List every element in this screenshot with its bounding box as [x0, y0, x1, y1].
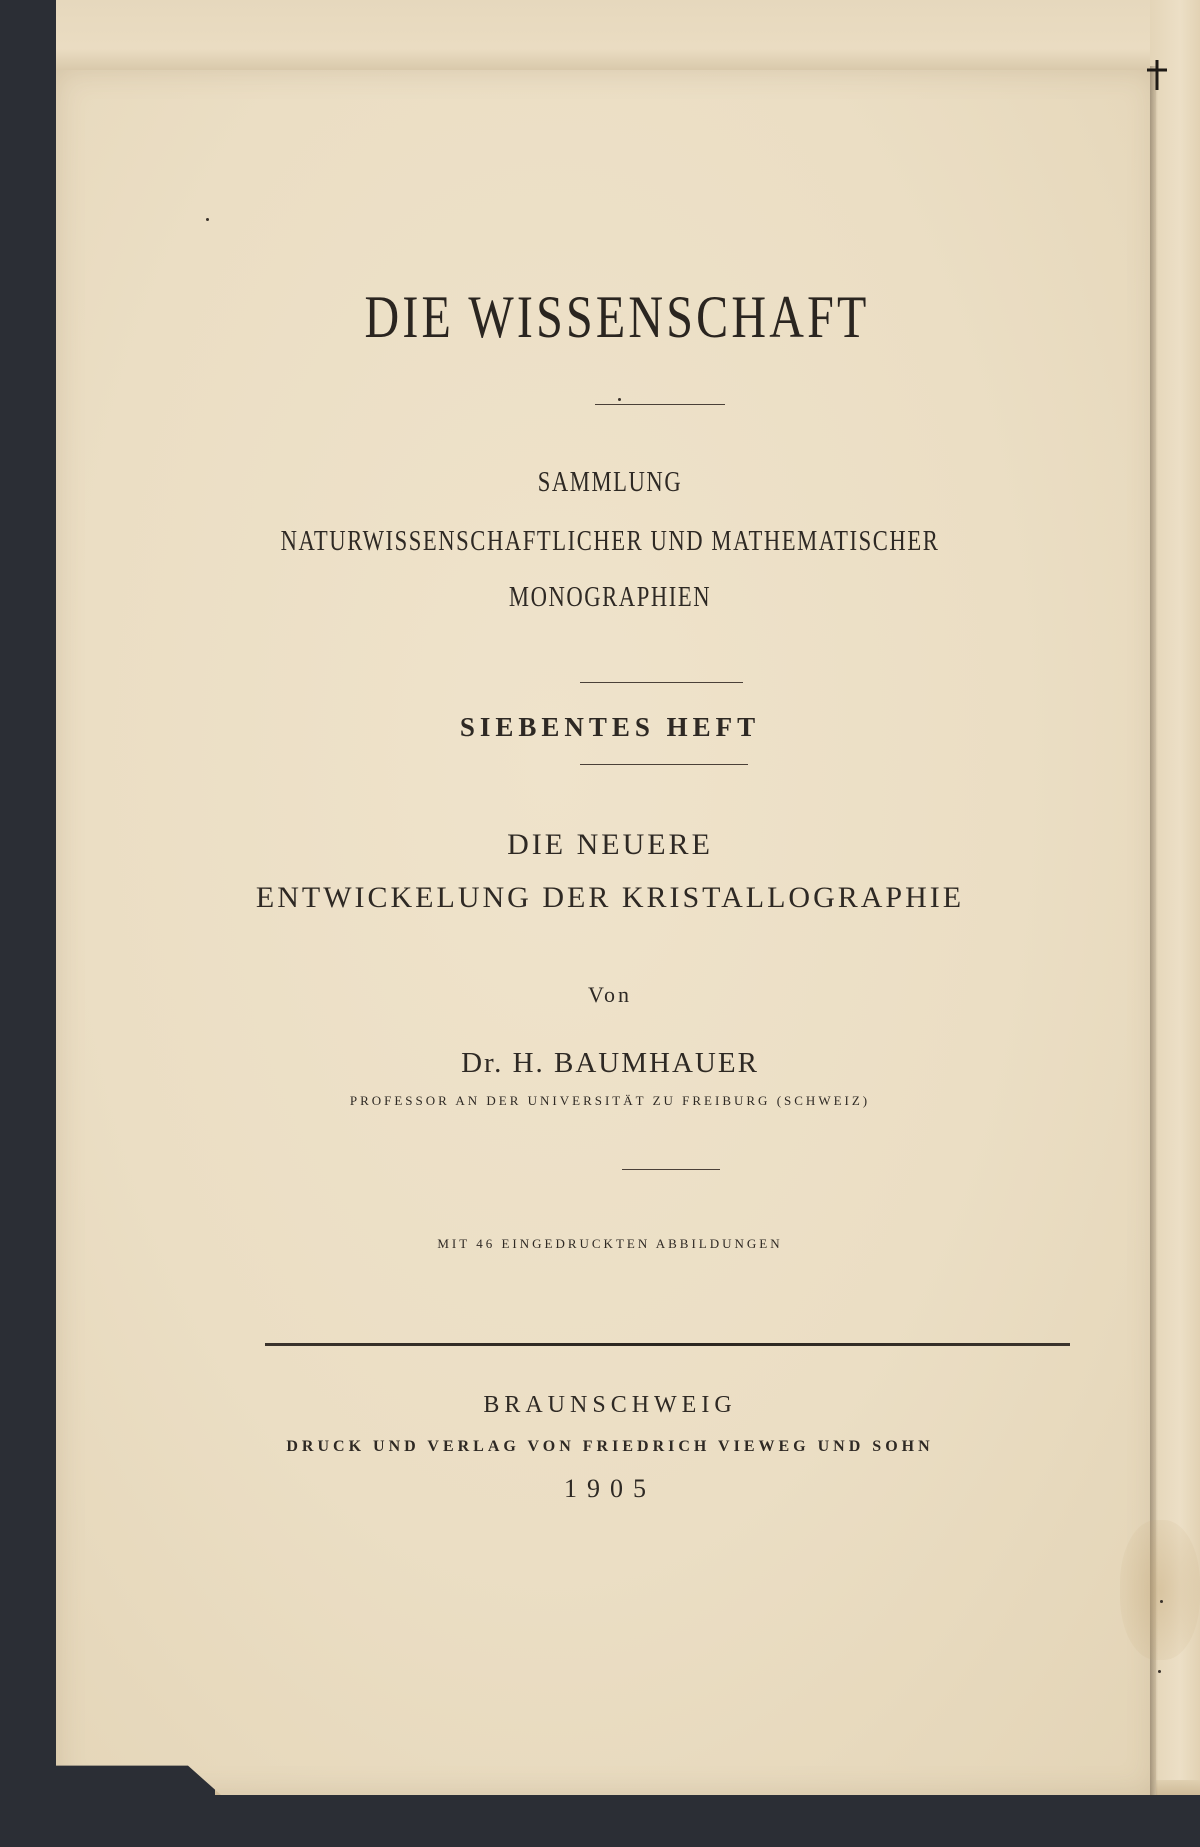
title-rule: [595, 404, 725, 405]
collection-line-3: MONOGRAPHIEN: [508, 581, 712, 613]
scan-bottom-margin: [0, 1795, 1200, 1847]
author-rule: [622, 1169, 720, 1170]
paper-stain: [1120, 1520, 1200, 1660]
ink-speck: [1158, 1670, 1161, 1673]
volume-rule-top: [580, 682, 743, 683]
author-position: PROFESSOR AN DER UNIVERSITÄT ZU FREIBURG (SCHWEIZ): [349, 1093, 871, 1108]
collection-line-2: NATURWISSENSCHAFTLICHER UND MATHEMATISCHER: [280, 525, 940, 557]
imprint-publisher: DRUCK UND VERLAG VON FRIEDRICH VIEWEG UND SOHN: [286, 1438, 934, 1455]
ink-speck: [1160, 1600, 1163, 1603]
imprint-year: 1905: [564, 1474, 656, 1503]
cross-mark-icon: [1147, 60, 1167, 90]
imprint-rule: [265, 1343, 1070, 1346]
imprint-place: BRAUNSCHWEIG: [483, 1392, 737, 1418]
series-title: DIE WISSENSCHAFT: [364, 284, 870, 350]
volume-rule-bottom: [580, 764, 748, 765]
byline-von: Von: [587, 982, 633, 1007]
ink-speck: [206, 218, 209, 221]
work-title-line-2: ENTWICKELUNG DER KRISTALLOGRAPHIE: [255, 881, 965, 914]
illustrations-note: MIT 46 EINGEDRUCKTEN ABBILDUNGEN: [437, 1236, 783, 1251]
folded-page-top-edge: [56, 0, 1166, 70]
author-name: Dr. H. BAUMHAUER: [461, 1047, 759, 1079]
volume-label: SIEBENTES HEFT: [459, 712, 761, 742]
work-title-line-1: DIE NEUERE: [507, 828, 713, 861]
collection-line-1: SAMMLUNG: [537, 466, 683, 498]
ink-speck: [618, 398, 621, 401]
